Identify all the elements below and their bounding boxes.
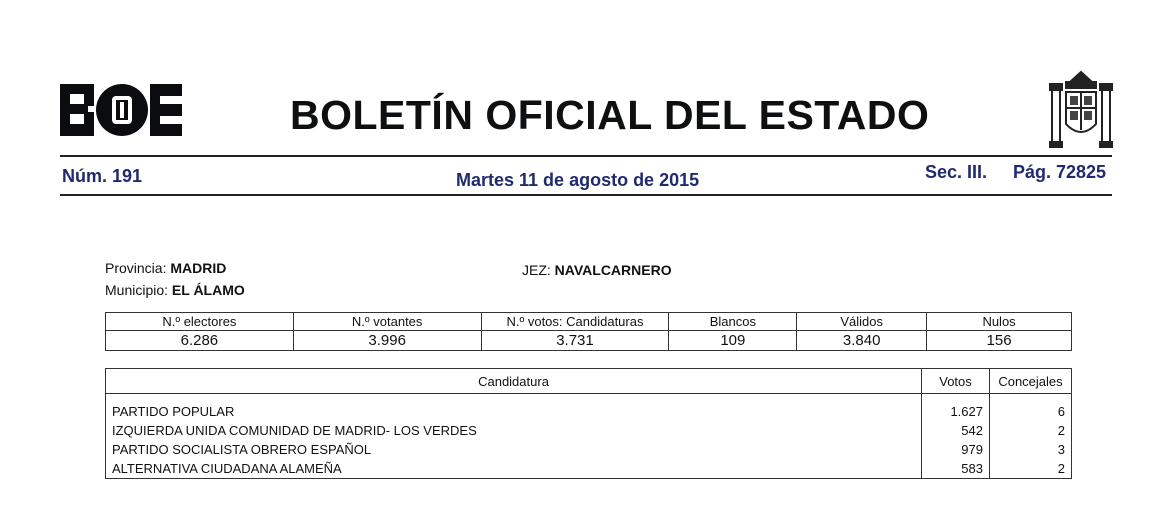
summary-value-cell: 156: [927, 331, 1072, 351]
court-label: JEZ:: [522, 262, 551, 278]
results-table: [105, 368, 1072, 479]
boe-logo: [60, 82, 182, 138]
party-name: PARTIDO POPULAR: [106, 394, 922, 422]
summary-header-cell: N.º electores: [106, 313, 294, 331]
table-row: [106, 440, 1072, 459]
table-row: [106, 421, 1072, 440]
votes-header: Votos: [922, 369, 990, 394]
municipality-line: [105, 282, 245, 298]
summary-value-cell: 3.996: [293, 331, 481, 351]
gazette-title: BOLETÍN OFICIAL DEL ESTADO: [290, 92, 930, 138]
candidacy-header: Candidatura: [106, 369, 922, 394]
province-label: Provincia:: [105, 260, 167, 276]
header-rule-top: [60, 155, 1112, 157]
court-value: NAVALCARNERO: [554, 262, 672, 278]
province-value: MADRID: [170, 260, 227, 276]
party-councillors: 3: [990, 440, 1072, 459]
header-rule-bottom: [60, 194, 1112, 196]
summary-header-cell: Nulos: [927, 313, 1072, 331]
municipality-value: EL ÁLAMO: [171, 282, 245, 298]
councillors-header: Concejales: [990, 369, 1072, 394]
summary-header-cell: N.º votantes: [293, 313, 481, 331]
issue-date: Martes 11 de agosto de 2015: [456, 170, 700, 190]
party-councillors: 2: [990, 421, 1072, 440]
party-name: PARTIDO SOCIALISTA OBRERO ESPAÑOL: [106, 440, 922, 459]
party-votes: 979: [922, 440, 990, 459]
party-name: IZQUIERDA UNIDA COMUNIDAD DE MADRID- LOS VERDES: [106, 421, 922, 440]
results-header-row: [106, 369, 1072, 394]
summary-value-cell: 3.731: [481, 331, 669, 351]
page-label: Pág. 72825: [1013, 162, 1107, 182]
summary-header-cell: N.º votos: Candidaturas: [481, 313, 669, 331]
party-councillors: 6: [990, 394, 1072, 422]
table-row: [106, 394, 1072, 422]
coat-of-arms-icon: [1048, 68, 1114, 150]
summary-value-cell: 109: [669, 331, 797, 351]
party-councillors: 2: [990, 459, 1072, 479]
table-row: [106, 459, 1072, 479]
issue-number: Núm. 191: [62, 166, 143, 186]
municipality-label: Municipio:: [105, 282, 169, 298]
summary-table: [105, 312, 1072, 351]
party-name: ALTERNATIVA CIUDADANA ALAMEÑA: [106, 459, 922, 479]
province-line: [105, 260, 226, 276]
summary-header-cell: Blancos: [669, 313, 797, 331]
summary-value-cell: 3.840: [797, 331, 927, 351]
summary-header-row: [106, 313, 1072, 331]
party-votes: 542: [922, 421, 990, 440]
summary-header-cell: Válidos: [797, 313, 927, 331]
court-line: [522, 262, 672, 278]
summary-value-cell: 6.286: [106, 331, 294, 351]
summary-value-row: [106, 331, 1072, 351]
party-votes: 583: [922, 459, 990, 479]
section-label: Sec. III.: [925, 162, 988, 182]
party-votes: 1.627: [922, 394, 990, 422]
